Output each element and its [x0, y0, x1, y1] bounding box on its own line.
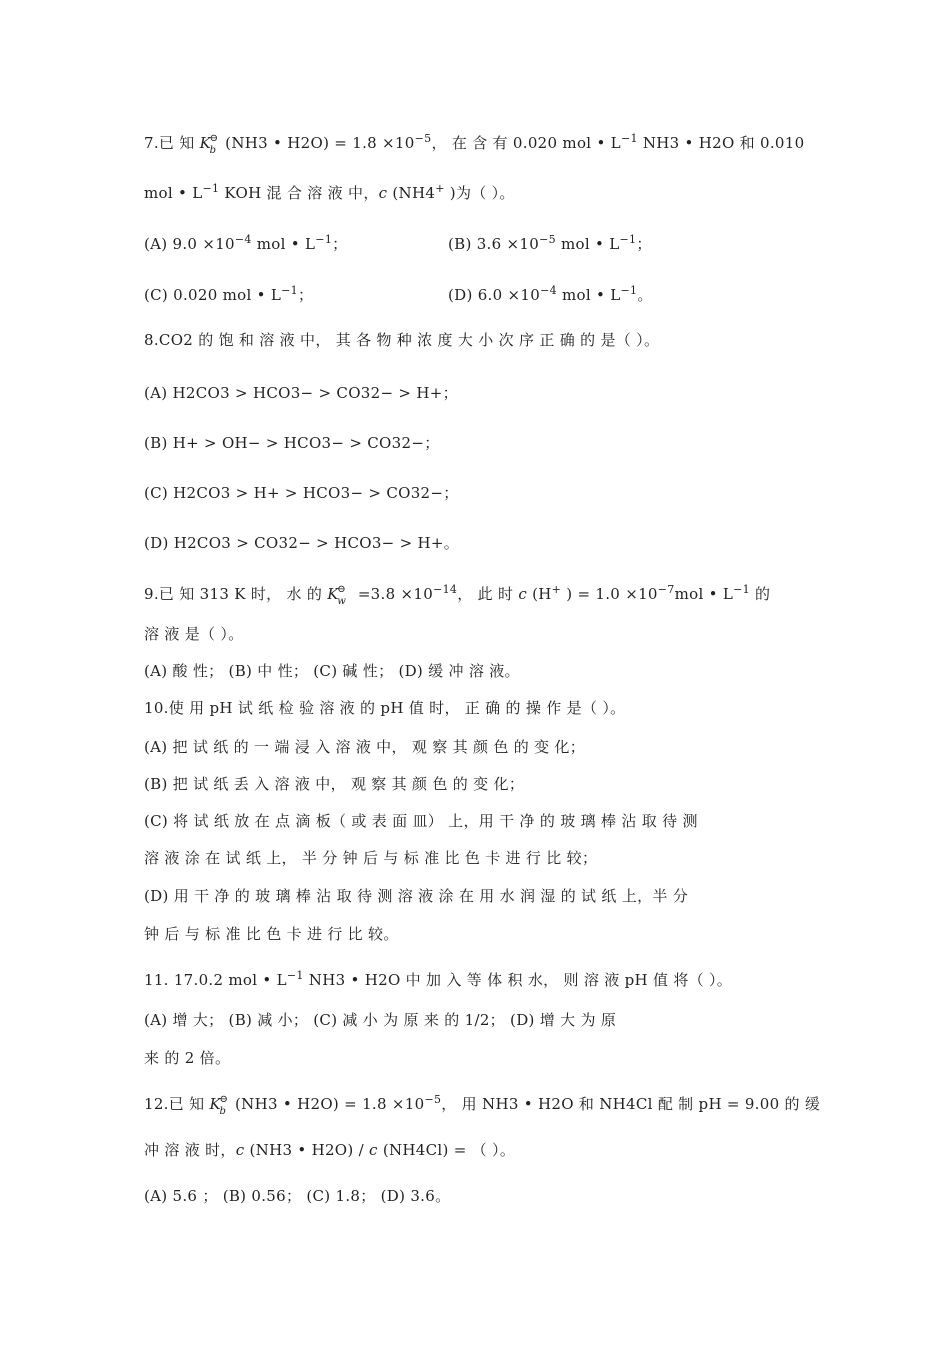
q7-options-ab [144, 234, 816, 254]
q8-option-d: (D) H2CO3 > CO32− > HCO3− > H+。 [144, 534, 460, 552]
q12-line1: 12.已 知 K ⊖ b (NH3 • $H2O) = 1.8 \times 10^{-5}$， 用 NH3 • H2O 和 NH4Cl 配 制 pH = 9.00 的 缓 [144, 1093, 821, 1117]
q7-options-cd [144, 285, 816, 305]
q10-option-d-line2: 钟 后 与 标 准 比 色 卡 进 行 比 较。 [144, 925, 399, 943]
q10-option-a: (A) 把 试 纸 的 一 端 浸 入 溶 液 中， 观 察 其 颜 色 的 变 化； [144, 738, 586, 756]
q10-option-c-line1: (C) 将 试 纸 放 在 点 滴 板（ 或 表 面 皿） 上，用 干 净 的 玻 璃 棒 沾 取 待 测 [144, 812, 698, 830]
q7-option-d: (D) $6.0 \times 10^{-4}$ mol • $L^{-1}$。 [448, 284, 653, 304]
q7-option-b: (B) $3.6 \times 10^{-5}$ mol • $L^{-1}$； [448, 233, 652, 253]
k-b-symbol: K ⊖ b [209, 1094, 229, 1117]
q9-line1: 9.已 知 313 K 时， 水 的 K ⊖ w $=3.8 \times 10^{-14}$， 此 时 c (H+ ) = $1.0 \times 10^{-7}mol$ • $L^{-1}$ 的 [144, 583, 771, 607]
q10-option-d-line1: (D) 用 干 净 的 玻 璃 棒 沾 取 待 测 溶 液 涂 在 用 水 润 湿 的 试 纸 上，半 分 [144, 887, 689, 905]
q12-line2: 冲 溶 液 时，c (NH3 • H2O) / c (NH4Cl) = （ ）。 [144, 1141, 516, 1159]
q8-stem: 8.CO2 的 饱 和 溶 液 中， 其 各 物 种 浓 度 大 小 次 序 正 确 的 是（ ）。 [144, 331, 660, 349]
q9-options: (A) 酸 性； (B) 中 性； (C) 碱 性； (D) 缓 冲 溶 液。 [144, 662, 520, 680]
q11-options-line2: 来 的 2 倍。 [144, 1049, 231, 1067]
k-w-symbol: K ⊖ w [327, 584, 347, 607]
q8-option-c: (C) H2CO3 > H+ > HCO3− > CO32−； [144, 484, 459, 502]
q10-stem: 10.使 用 pH 试 纸 检 验 溶 液 的 pH 值 时， 正 确 的 操 作 是（ ）。 [144, 699, 626, 717]
q11-stem: 11. 17.0.2 mol • $L^{-1}$ NH3 • H2O 中 加 入 等 体 积 水， 则 溶 液 pH 值 将（ ）。 [144, 969, 733, 989]
q11-options-line1: (A) 增 大； (B) 减 小； (C) 减 小 为 原 来 的 1/2； (D) 增 大 为 原 [144, 1011, 617, 1029]
q10-option-c-line2: 溶 液 涂 在 试 纸 上， 半 分 钟 后 与 标 准 比 色 卡 进 行 比 较； [144, 849, 598, 867]
q9-line2: 溶 液 是（ ）。 [144, 625, 244, 643]
q8-option-a: (A) H2CO3 > HCO3− > CO32− > H+； [144, 384, 458, 402]
k-b-symbol: K ⊖ b [199, 133, 219, 156]
q7-option-a: (A) $9.0 \times 10^{-4}$ mol • $L^{-1}$； [144, 233, 348, 253]
q12-options: (A) 5.6 ； (B) 0.56； (C) 1.8； (D) 3.6。 [144, 1187, 451, 1205]
q8-option-b: (B) H+ > OH− > HCO3− > CO32−； [144, 434, 440, 452]
q7-option-c: (C) 0.020 mol • $L^{-1}$； [144, 284, 314, 304]
q7-line1: 7.已 知 K ⊖ b (NH3 • $H2O) = 1.8 \times 10^{-5}$， 在 含 有 0.020 mol • $L^{-1}$ NH3 • H2O 和 0.010 [144, 132, 805, 156]
q7-line2: mol • $L^{-1}$ KOH 混 合 溶 液 中，c (NH4+ )为（ ）。 [144, 182, 515, 202]
q10-option-b: (B) 把 试 纸 丢 入 溶 液 中， 观 察 其 颜 色 的 变 化； [144, 775, 525, 793]
